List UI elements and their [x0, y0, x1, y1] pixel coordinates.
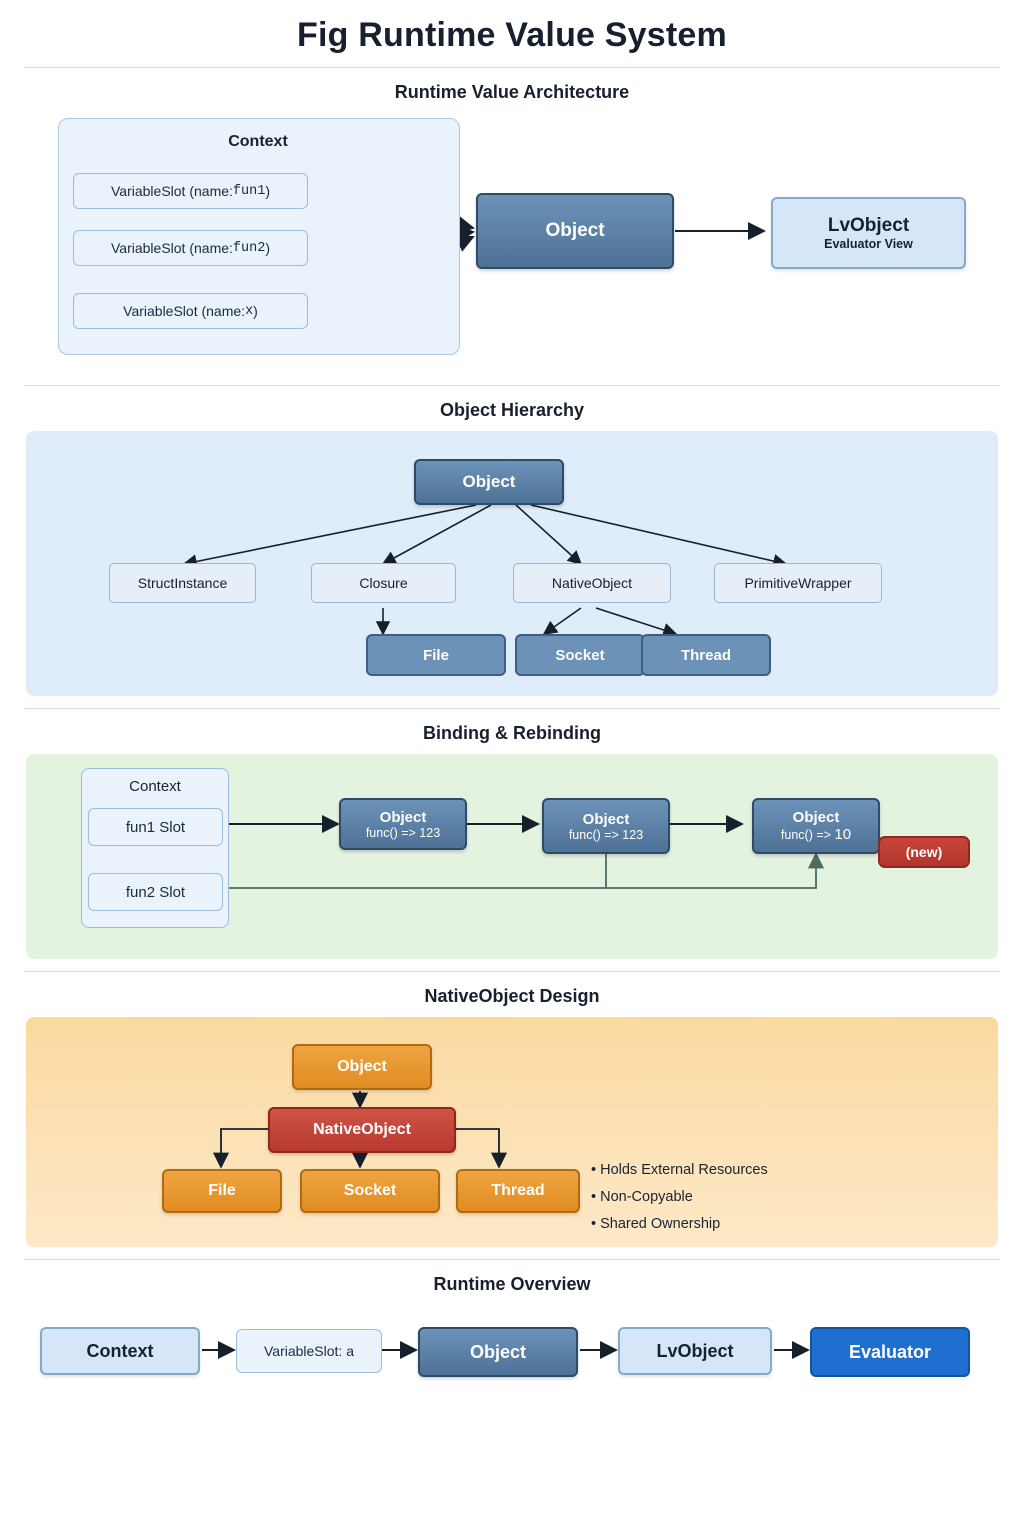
overview-node-object[interactable]: Object — [418, 1327, 578, 1377]
slot-suffix: ) — [265, 240, 270, 256]
binding-object-2-title: Object — [582, 810, 630, 828]
binding-object-1-title: Object — [379, 808, 427, 826]
native-bullets — [591, 1157, 768, 1238]
binding-object-1[interactable] — [339, 798, 467, 850]
native-leaf-socket[interactable]: Socket — [300, 1169, 440, 1213]
native-leaf-file[interactable]: File — [162, 1169, 282, 1213]
hierarchy-leaf-file[interactable]: File — [366, 634, 506, 676]
section-architecture — [0, 82, 1024, 373]
lvobject-node[interactable] — [771, 197, 966, 269]
binding-object-2-sub: func() => 123 — [568, 827, 644, 842]
slot-suffix: ) — [253, 303, 258, 319]
section-hierarchy — [0, 400, 1024, 696]
hierarchy-leaf-socket[interactable]: Socket — [515, 634, 645, 676]
hierarchy-canvas — [26, 431, 998, 696]
overview-node-context[interactable]: Context — [40, 1327, 200, 1375]
binding-object-3-sub — [781, 826, 851, 843]
native-leaf-thread[interactable]: Thread — [456, 1169, 580, 1213]
binding-object-3[interactable] — [752, 798, 880, 854]
hierarchy-child-closure[interactable]: Closure — [311, 563, 456, 603]
section-title-hierarchy: Object Hierarchy — [439, 400, 585, 420]
hierarchy-child-nativeobject[interactable]: NativeObject — [513, 563, 671, 603]
variable-slot-fun2[interactable] — [73, 230, 308, 266]
native-mid-nativeobject[interactable]: NativeObject — [268, 1107, 456, 1153]
binding-object-3-title: Object — [792, 809, 840, 826]
slot-name: fun1 — [232, 183, 266, 199]
section-overview — [0, 1274, 1024, 1425]
architecture-canvas — [26, 113, 998, 373]
section-title-architecture: Runtime Value Architecture — [394, 82, 630, 102]
binding-slot-fun2[interactable]: fun2 Slot — [88, 873, 223, 911]
divider-3 — [24, 971, 1000, 972]
divider-1 — [24, 385, 1000, 386]
page-title: Fig Runtime Value System — [297, 16, 727, 54]
slot-suffix: ) — [265, 183, 270, 199]
section-title-overview: Runtime Overview — [433, 1274, 591, 1294]
binding-context-label: Context — [129, 778, 181, 795]
hierarchy-child-structinstance[interactable]: StructInstance — [109, 563, 256, 603]
slot-prefix: VariableSlot (name: — [123, 303, 246, 319]
divider-4 — [24, 1259, 1000, 1260]
lvobject-subtitle: Evaluator View — [824, 237, 913, 251]
native-canvas — [26, 1017, 998, 1247]
new-badge: (new) — [878, 836, 970, 868]
native-bullet-1: • Holds External Resources — [591, 1157, 768, 1184]
hierarchy-child-primitivewrapper[interactable]: PrimitiveWrapper — [714, 563, 882, 603]
overview-node-evaluator[interactable]: Evaluator — [810, 1327, 970, 1377]
divider-2 — [24, 708, 1000, 709]
slot-prefix: VariableSlot (name: — [111, 240, 233, 256]
overview-node-lvobject[interactable]: LvObject — [618, 1327, 772, 1375]
variable-slot-x[interactable] — [73, 293, 308, 329]
native-root-object[interactable]: Object — [292, 1044, 432, 1090]
slot-name: fun2 — [232, 240, 266, 256]
overview-canvas — [26, 1305, 998, 1425]
lvobject-title: LvObject — [827, 215, 910, 236]
binding-slot-fun1[interactable]: fun1 Slot — [88, 808, 223, 846]
slot-prefix: VariableSlot (name: — [111, 183, 233, 199]
binding-canvas — [26, 754, 998, 959]
section-title-native: NativeObject Design — [424, 986, 600, 1006]
overview-node-variableslot[interactable]: VariableSlot: a — [236, 1329, 382, 1373]
hierarchy-leaf-thread[interactable]: Thread — [641, 634, 771, 676]
section-native — [0, 986, 1024, 1247]
context-label: Context — [228, 133, 288, 150]
section-title-binding: Binding & Rebinding — [423, 723, 601, 743]
divider-top — [24, 67, 1000, 68]
object-node[interactable]: Object — [476, 193, 674, 269]
binding-object-3-sub-prefix: func() => — [780, 828, 835, 842]
slot-name: x — [245, 303, 254, 319]
native-bullet-3: • Shared Ownership — [591, 1211, 768, 1238]
binding-object-3-sub-value: 10 — [834, 826, 852, 843]
variable-slot-fun1[interactable] — [73, 173, 308, 209]
section-binding — [0, 723, 1024, 959]
hierarchy-root-object[interactable]: Object — [414, 459, 564, 505]
binding-object-2[interactable] — [542, 798, 670, 854]
native-bullet-2: • Non-Copyable — [591, 1184, 768, 1211]
binding-object-1-sub: func() => 123 — [365, 825, 441, 840]
